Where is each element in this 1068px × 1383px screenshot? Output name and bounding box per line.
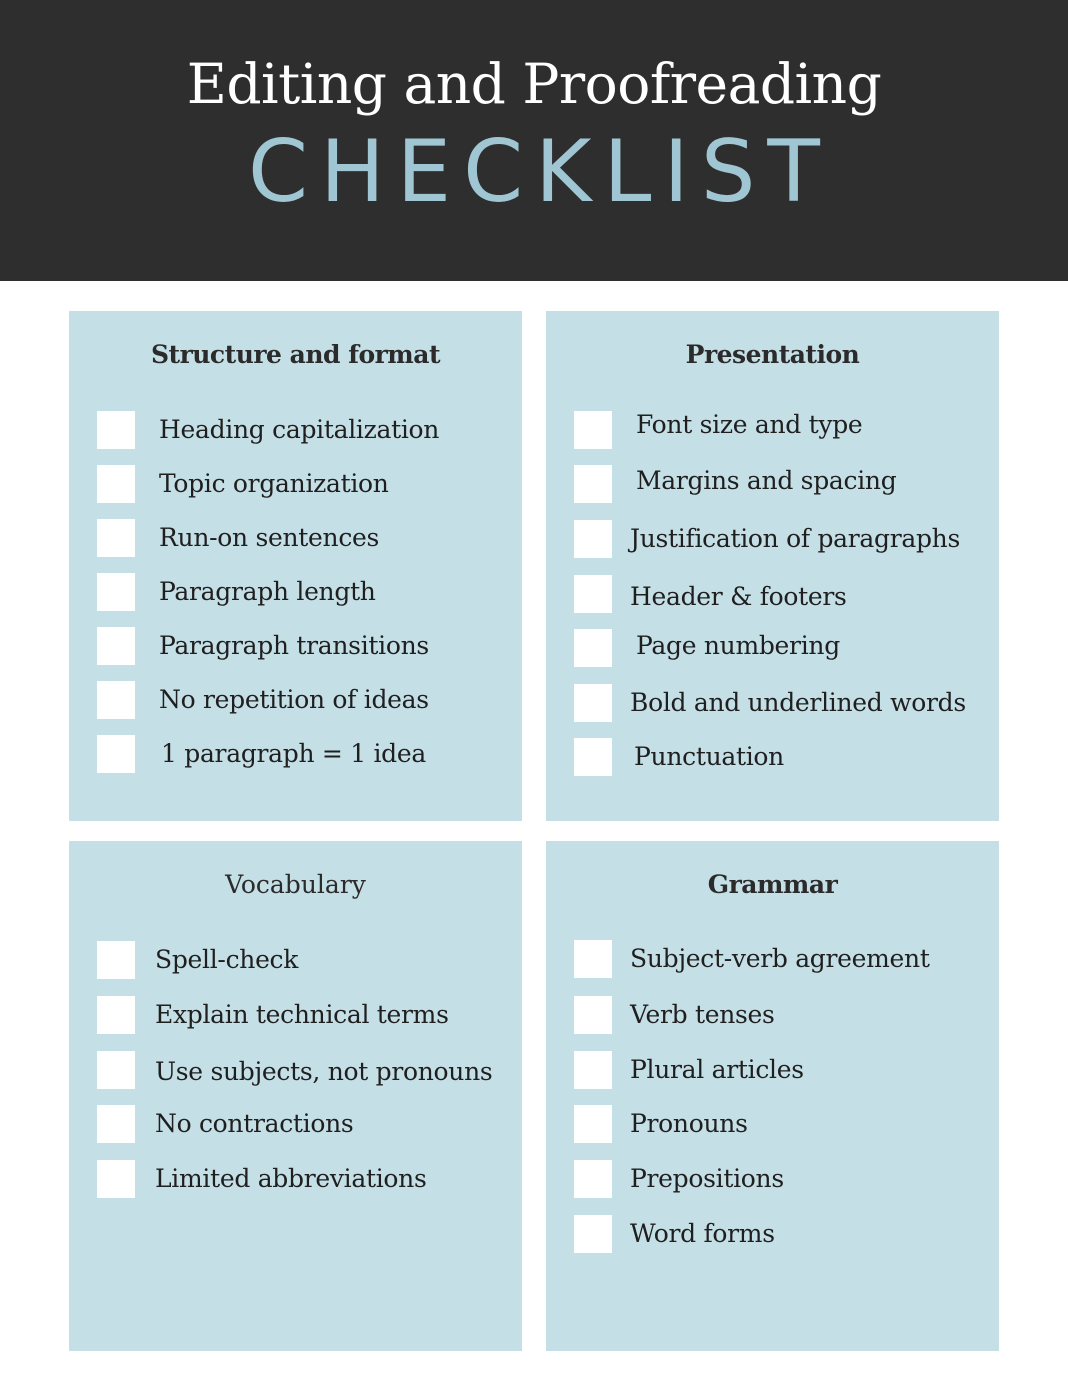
page-subtitle: CHECKLIST <box>248 122 832 222</box>
checkbox[interactable] <box>574 1105 612 1143</box>
item-label: Justification of paragraphs <box>630 524 960 553</box>
item-label: Subject-verb agreement <box>630 944 930 973</box>
item-label: Font size and type <box>636 410 863 439</box>
checkbox[interactable] <box>574 629 612 667</box>
checkbox[interactable] <box>97 735 135 773</box>
checklist-item[interactable] <box>97 1105 522 1143</box>
checkbox[interactable] <box>97 519 135 557</box>
checkbox[interactable] <box>574 1215 612 1253</box>
header-banner <box>0 0 1068 281</box>
item-label: Spell-check <box>155 945 299 974</box>
item-label: No repetition of ideas <box>159 685 429 714</box>
checkbox[interactable] <box>574 738 612 776</box>
checklist-item[interactable] <box>574 1215 999 1253</box>
section-structure-and-format <box>69 311 522 821</box>
checkbox[interactable] <box>97 941 135 979</box>
checkbox[interactable] <box>97 573 135 611</box>
item-label: Limited abbreviations <box>155 1164 427 1193</box>
item-label: Pronouns <box>630 1109 748 1138</box>
checklist-item[interactable] <box>574 520 999 558</box>
checkbox[interactable] <box>574 684 612 722</box>
checklist-item[interactable] <box>574 684 999 722</box>
item-label: Header & footers <box>630 582 847 611</box>
checklist-item[interactable] <box>97 1051 522 1089</box>
checklist-item[interactable] <box>97 735 522 773</box>
checklist-item[interactable] <box>97 519 522 557</box>
checklist-item[interactable] <box>574 1051 999 1089</box>
item-label: Page numbering <box>636 631 840 660</box>
checkbox[interactable] <box>574 1051 612 1089</box>
item-label: Heading capitalization <box>159 415 440 444</box>
checkbox[interactable] <box>97 681 135 719</box>
checklist-item[interactable] <box>97 411 522 449</box>
checkbox[interactable] <box>574 575 612 613</box>
section-title: Vocabulary <box>225 870 366 899</box>
checkbox[interactable] <box>574 520 612 558</box>
checklist-item[interactable] <box>97 681 522 719</box>
checklist-item[interactable] <box>574 940 999 978</box>
item-label: Verb tenses <box>630 1000 775 1029</box>
checklist-item[interactable] <box>574 629 999 667</box>
checklist-item[interactable] <box>97 1160 522 1198</box>
checkbox[interactable] <box>574 940 612 978</box>
checklist-item[interactable] <box>574 411 999 449</box>
item-label: Word forms <box>630 1219 775 1248</box>
checkbox[interactable] <box>97 996 135 1034</box>
checkbox[interactable] <box>574 1160 612 1198</box>
checkbox[interactable] <box>97 465 135 503</box>
checkbox[interactable] <box>97 627 135 665</box>
checkbox[interactable] <box>97 1160 135 1198</box>
checkbox[interactable] <box>97 411 135 449</box>
item-label: Paragraph length <box>159 577 376 606</box>
checklist-item[interactable] <box>97 996 522 1034</box>
checklist-item[interactable] <box>97 627 522 665</box>
item-label: Plural articles <box>630 1055 804 1084</box>
section-vocabulary <box>69 841 522 1351</box>
checkbox[interactable] <box>97 1051 135 1089</box>
item-label: Punctuation <box>634 742 784 771</box>
item-label: Run-on sentences <box>159 523 380 552</box>
page-title: Editing and Proofreading <box>186 52 882 116</box>
checklist-item[interactable] <box>97 465 522 503</box>
item-label: Use subjects, not pronouns <box>155 1057 493 1086</box>
section-title: Structure and format <box>150 340 441 369</box>
section-title: Grammar <box>707 870 838 899</box>
checklist-item[interactable] <box>574 575 999 613</box>
checkbox[interactable] <box>574 411 612 449</box>
checklist-item[interactable] <box>574 465 999 503</box>
item-label: Explain technical terms <box>155 1000 449 1029</box>
checkbox[interactable] <box>574 465 612 503</box>
checklist-item[interactable] <box>97 573 522 611</box>
section-title: Presentation <box>685 340 860 369</box>
section-presentation <box>546 311 999 821</box>
item-label: No contractions <box>155 1109 354 1138</box>
checklist-item[interactable] <box>97 941 522 979</box>
checklist-item[interactable] <box>574 1160 999 1198</box>
item-label: Topic organization <box>159 469 389 498</box>
item-label: Prepositions <box>630 1164 784 1193</box>
item-label: 1 paragraph = 1 idea <box>161 739 426 768</box>
checkbox[interactable] <box>97 1105 135 1143</box>
checklist-item[interactable] <box>574 996 999 1034</box>
item-label: Paragraph transitions <box>159 631 429 660</box>
section-grammar <box>546 841 999 1351</box>
checklist-item[interactable] <box>574 738 999 776</box>
item-label: Bold and underlined words <box>630 688 966 717</box>
checklist-item[interactable] <box>574 1105 999 1143</box>
item-label: Margins and spacing <box>636 466 897 495</box>
checkbox[interactable] <box>574 996 612 1034</box>
